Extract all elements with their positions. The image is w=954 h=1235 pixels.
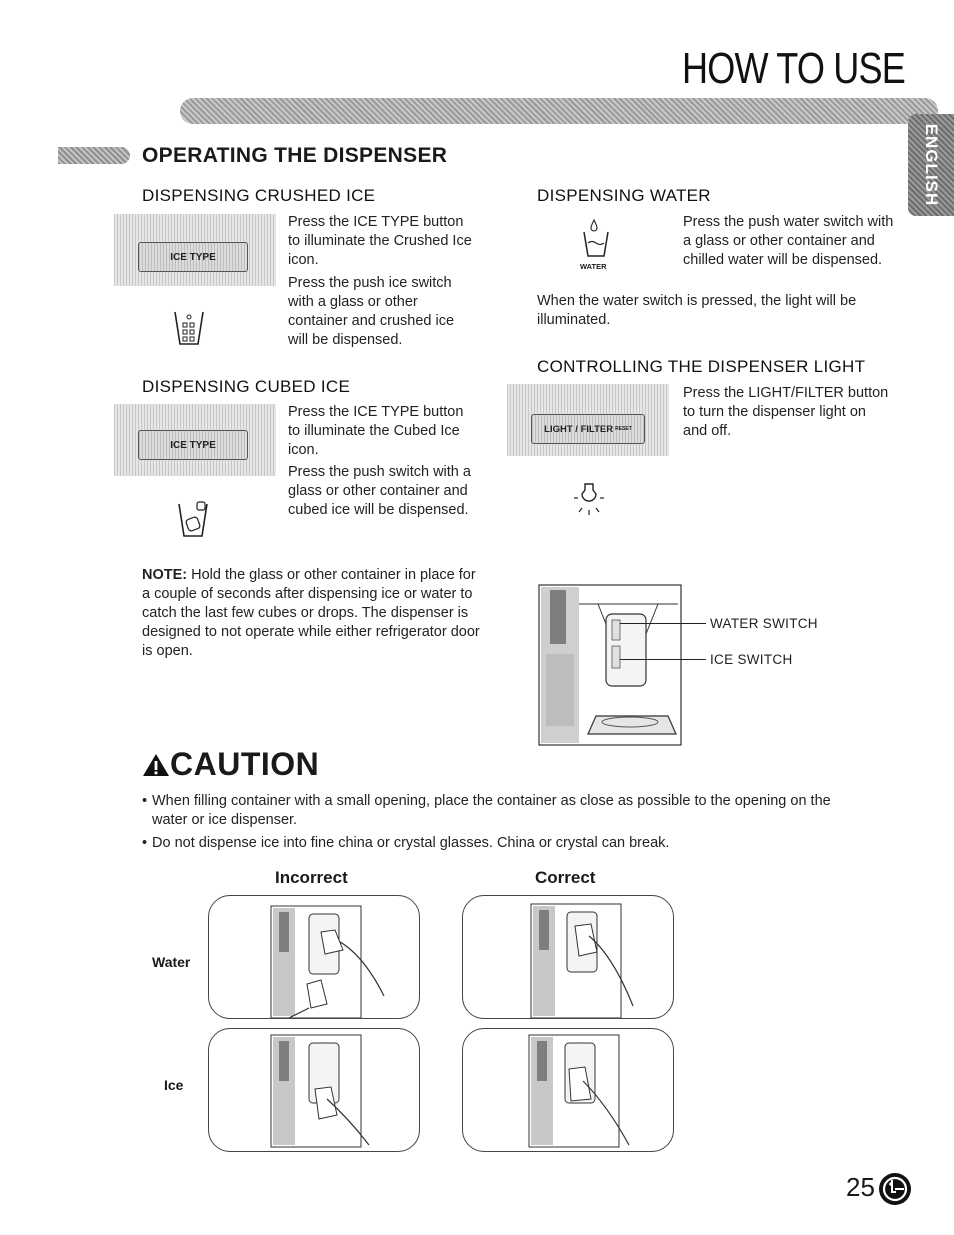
caution-bullet-1-text: When filling container with a small opening, place the container as close as possible to the opening on the water or ice dispenser. (152, 793, 831, 828)
note-block (142, 566, 487, 661)
light-filter-label: LIGHT / FILTER (544, 423, 614, 435)
language-tab-label: ENGLISH (922, 123, 941, 207)
crushed-text-1: Press the ICE TYPE button to illuminate the Crushed Ice icon. (288, 214, 472, 268)
section-marker (58, 147, 130, 164)
incorrect-water-image (208, 895, 420, 1019)
light-bulb-icon (572, 478, 606, 518)
note-text: Hold the glass or other container in place for a couple of seconds after dispensing ice or water to catch the last few cubes or drops. The dispenser is designed to not operate while either refrigerator door is open. (142, 567, 480, 659)
row-label-ice: Ice (164, 1077, 184, 1093)
lg-logo-icon (878, 1172, 912, 1206)
light-text: Press the LIGHT/FILTER button to turn the dispenser light on and off. (683, 385, 889, 439)
note-label: NOTE: (142, 567, 188, 583)
warning-triangle-icon (142, 752, 170, 778)
correct-ice-image (462, 1028, 674, 1152)
incorrect-label: Incorrect (275, 868, 348, 887)
dispenser-diagram (538, 584, 684, 748)
page-header-title: HOW TO USE (682, 44, 906, 93)
incorrect-ice-illustration (209, 1029, 419, 1151)
cubed-control-panel (114, 404, 276, 476)
cubed-text-2: Press the push switch with a glass or other container and cubed ice will be dispensed. (288, 464, 471, 518)
water-switch-callout: WATER SWITCH (710, 616, 818, 631)
light-filter-button (531, 414, 645, 444)
caution-bullet-2: • Do not dispense ice into fine china or crystal glasses. China or crystal can break. (142, 834, 842, 853)
crushed-control-panel (114, 214, 276, 286)
ice-type-button-cubed: ICE TYPE (138, 430, 248, 460)
correct-ice-illustration (463, 1029, 673, 1151)
cubed-ice-icon (176, 498, 216, 542)
caution-title: CAUTION (170, 746, 320, 782)
ice-switch-callout: ICE SWITCH (710, 652, 793, 667)
incorrect-ice-image (208, 1028, 420, 1152)
crushed-ice-title: DISPENSING CRUSHED ICE (142, 186, 376, 205)
light-filter-sub: RESET (615, 426, 632, 432)
page-number: 25 (846, 1172, 875, 1202)
water-text-1: Press the push water switch with a glass or other container and chilled water will be dispensed. (683, 214, 894, 268)
section-title: OPERATING THE DISPENSER (142, 144, 448, 167)
dispensing-water-title: DISPENSING WATER (537, 186, 711, 205)
correct-water-illustration (463, 896, 673, 1018)
dispenser-light-title: CONTROLLING THE DISPENSER LIGHT (537, 357, 866, 376)
ice-switch-leader (620, 659, 706, 660)
caution-bullet-1: • When filling container with a small opening, place the container as close as possible to the opening on the water or ice dispenser. (142, 792, 842, 830)
light-control-panel (507, 384, 669, 456)
correct-label: Correct (535, 868, 596, 887)
water-glass-icon (580, 216, 614, 262)
water-switch-leader (620, 623, 706, 624)
incorrect-water-illustration (209, 896, 419, 1018)
crushed-text-2: Press the push ice switch with a glass or other container and crushed ice will be dispensed. (288, 275, 455, 348)
row-label-water: Water (152, 954, 191, 970)
cubed-text-1: Press the ICE TYPE button to illuminate the Cubed Ice icon. (288, 404, 464, 458)
ice-type-button: ICE TYPE (138, 242, 248, 272)
cubed-ice-title: DISPENSING CUBED ICE (142, 377, 351, 396)
water-text-2: When the water switch is pressed, the light will be illuminated. (537, 293, 857, 328)
crushed-ice-icon (172, 308, 206, 350)
water-icon-label: WATER (580, 262, 607, 271)
header-bar (180, 98, 938, 124)
caution-bullet-2-text: Do not dispense ice into fine china or crystal glasses. China or crystal can break. (152, 835, 670, 851)
language-tab (908, 114, 954, 216)
correct-water-image (462, 895, 674, 1019)
